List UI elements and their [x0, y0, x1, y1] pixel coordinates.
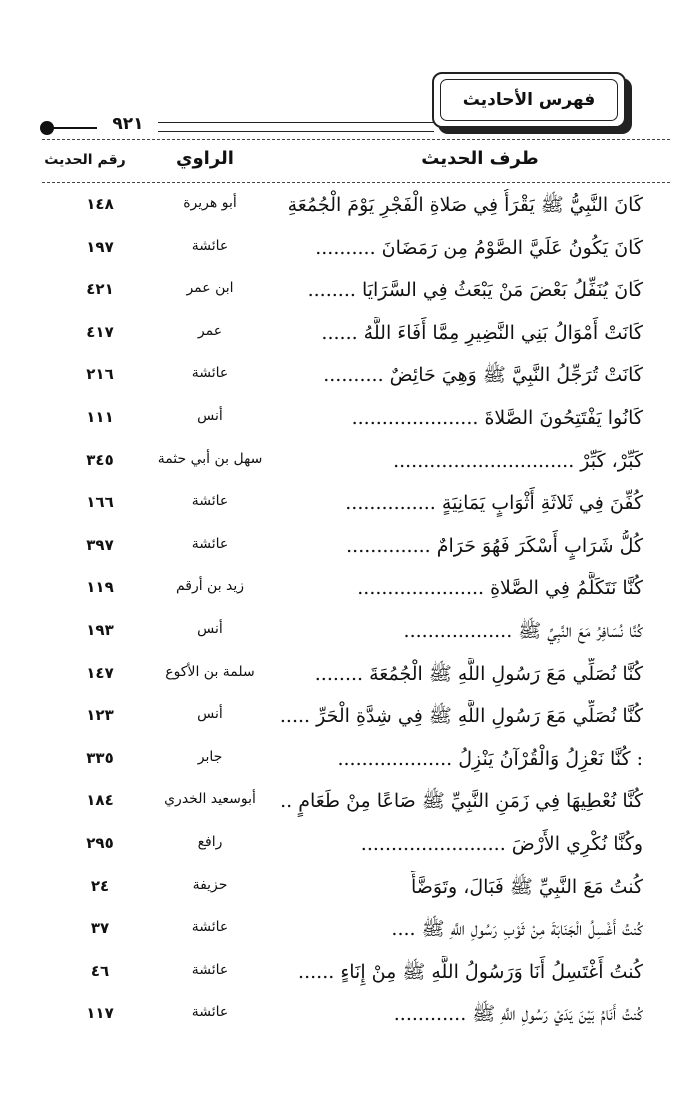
rawi-name: أنس [197, 621, 223, 637]
table-row [0, 526, 698, 566]
rawi-name: عمر [197, 322, 223, 339]
rawi-name: سهل بن أبي حثمة [157, 450, 263, 467]
hadith-number: ١٢٣ [86, 706, 114, 725]
hadith-number: ٤٢١ [86, 280, 114, 299]
page-number: ٩٢١ [112, 114, 144, 134]
hadith-text: كُنَّا نُصَلِّي مَعَ رَسُولِ اللَّهِ ﷺ فِي شِدَّةِ الْحَرِّ ..... [279, 705, 643, 728]
table-row [0, 270, 698, 310]
column-header-number: رقم الحديث [44, 152, 126, 168]
hadith-number: ٤١٧ [86, 322, 114, 341]
hadith-number: ١١١ [86, 408, 114, 426]
rawi-name: عائشة [191, 919, 229, 936]
hadith-number: ٢١٦ [86, 365, 114, 384]
hadith-number: ٢٤ [90, 876, 110, 895]
hadith-number: ١٦٦ [86, 493, 114, 512]
table-row [0, 355, 698, 395]
hadith-text: وكُنَّا نُكْرِي الأَرْضَ ........................ [360, 833, 643, 855]
hadith-text: كَانَتْ أَمْوَالُ بَنِي النَّضِيرِ مِمَّا أَفَاءَ اللَّهُ ...... [321, 321, 643, 344]
hadith-text: كُنتُ أَغْسِلُ الْجَنَابَةَ مِنْ ثَوْبِ رَسُولِ اللَّهِ ﷺ .... [391, 918, 643, 941]
table-row [0, 739, 698, 779]
hadith-number: ١٩٧ [86, 237, 114, 256]
rawi-name: عائشة [191, 961, 229, 978]
hadith-text: كُنَّا نُسَافِرُ مَعَ النَّبِيِّ ﷺ .................. [403, 620, 643, 642]
rawi-name: حزيفة [192, 876, 228, 893]
hadith-text: كَانَ يَكُونُ عَلَيَّ الصَّوْمُ مِن رَمَضَانَ .......... [315, 236, 643, 259]
page-title: فهرس الأحاديث [462, 90, 596, 110]
hadith-number: ٣٣٥ [86, 748, 114, 767]
rawi-name: عائشة [191, 237, 229, 254]
rawi-name: ابن عمر [186, 280, 234, 297]
hadith-number: ١٤٨ [86, 195, 114, 213]
rawi-name: عائشة [191, 535, 229, 552]
table-row [0, 994, 698, 1034]
rawi-name: عائشة [191, 1004, 229, 1021]
header-divider [42, 139, 670, 140]
hadith-number: ١١٧ [86, 1004, 114, 1023]
hadith-text: كُنَّا نَتَكَلَّمُ فِي الصَّلاةِ ..................... [357, 577, 643, 600]
hadith-number: ١٤٧ [86, 663, 114, 682]
hadith-number: ٢٩٥ [86, 834, 114, 852]
rawi-name: أبو هريرة [183, 195, 237, 211]
table-row [0, 696, 698, 736]
hadith-number: ٣٧ [90, 919, 110, 938]
header-title-box [432, 72, 626, 128]
table-row [0, 313, 698, 353]
rawi-name: عائشة [191, 365, 229, 382]
rawi-name: أنس [197, 408, 223, 424]
hadith-number: ٣٤٥ [86, 450, 114, 469]
hadith-text: كَانُوا يَفْتَتِحُونَ الصَّلاةَ ..................... [351, 407, 643, 429]
rawi-name: زيد بن أرقم [175, 578, 245, 595]
table-row [0, 611, 698, 651]
hadith-text: كُنتُ مَعَ النَّبِيِّ ﷺ فَبَالَ، وتَوَضَّأَ [411, 875, 643, 898]
rawi-name: سلمة بن الأكوع [165, 663, 255, 680]
table-row [0, 398, 698, 438]
table-row [0, 568, 698, 608]
table-row [0, 228, 698, 268]
hadith-number: ٤٦ [90, 961, 110, 980]
hadith-text: كَبِّرْ، كَبِّرْ .............................. [393, 449, 643, 472]
rawi-name: أبوسعيد الخدري [164, 791, 256, 808]
column-header-rawi: الراوي [176, 148, 234, 169]
hadith-text: كَانَ يُنَفِّلُ بَعْضَ مَنْ يَبْعَثُ فِي السَّرَايَا ........ [307, 279, 643, 302]
table-row [0, 781, 698, 821]
rawi-name: رافع [197, 834, 223, 850]
hadith-text: : كُنَّا نَعْزِلُ وَالْقُرْآنُ يَنْزِلُ ................... [337, 747, 643, 770]
hadith-text: كُفِّنَ فِي ثَلاثَةِ أَثْوَابٍ يَمَانِيَةٍ ............... [345, 492, 643, 515]
table-row [0, 952, 698, 992]
rawi-name: أنس [197, 706, 223, 723]
hadith-text: كُنَّا نُعْطِيهَا فِي زَمَنِ النَّبِيِّ ﷺ صَاعًا مِنْ طَعَامٍ .. [280, 790, 643, 813]
table-row [0, 185, 698, 225]
table-row [0, 483, 698, 523]
table-row [0, 654, 698, 694]
hadith-number: ١١٩ [86, 578, 114, 597]
column-header-divider [42, 182, 670, 183]
column-header-hadith: طرف الحديث [421, 148, 539, 169]
hadith-text: كَانَ النَّبِيُّ ﷺ يَقْرَأُ فِي صَلاةِ الْفَجْرِ يَوْمَ الْجُمُعَةِ [287, 194, 643, 216]
hadith-text: كُلُّ شَرَابٍ أَسْكَرَ فَهُوَ حَرَامٌ .............. [346, 534, 643, 557]
hadith-number: ١٨٤ [86, 791, 114, 810]
hadith-text: كُنتُ أَنَامُ بَيْنَ يَدَيْ رَسُولِ اللَّهِ ﷺ ............ [393, 1003, 643, 1026]
table-row [0, 441, 698, 481]
header-double-rule [158, 122, 434, 132]
rawi-name: جابر [197, 748, 223, 765]
hadith-text: كَانَتْ تُرَجِّلُ النَّبِيَّ ﷺ وَهِيَ حَائِضٌ .......... [323, 364, 643, 387]
hadith-text: كُنَّا نُصَلِّي مَعَ رَسُولِ اللَّهِ ﷺ الْجُمُعَةَ ........ [314, 662, 643, 685]
hadith-text: كُنتُ أَغْتَسِلُ أَنَا وَرَسُولُ اللَّهِ ﷺ مِنْ إِنَاءٍ ...... [298, 960, 643, 983]
table-row [0, 909, 698, 949]
header-title-frame [440, 79, 618, 121]
rawi-name: عائشة [191, 493, 229, 510]
header-dot-ornament [40, 121, 54, 135]
table-row [0, 867, 698, 907]
table-row [0, 824, 698, 864]
hadith-number: ١٩٣ [86, 621, 114, 639]
hadith-number: ٣٩٧ [86, 535, 114, 554]
